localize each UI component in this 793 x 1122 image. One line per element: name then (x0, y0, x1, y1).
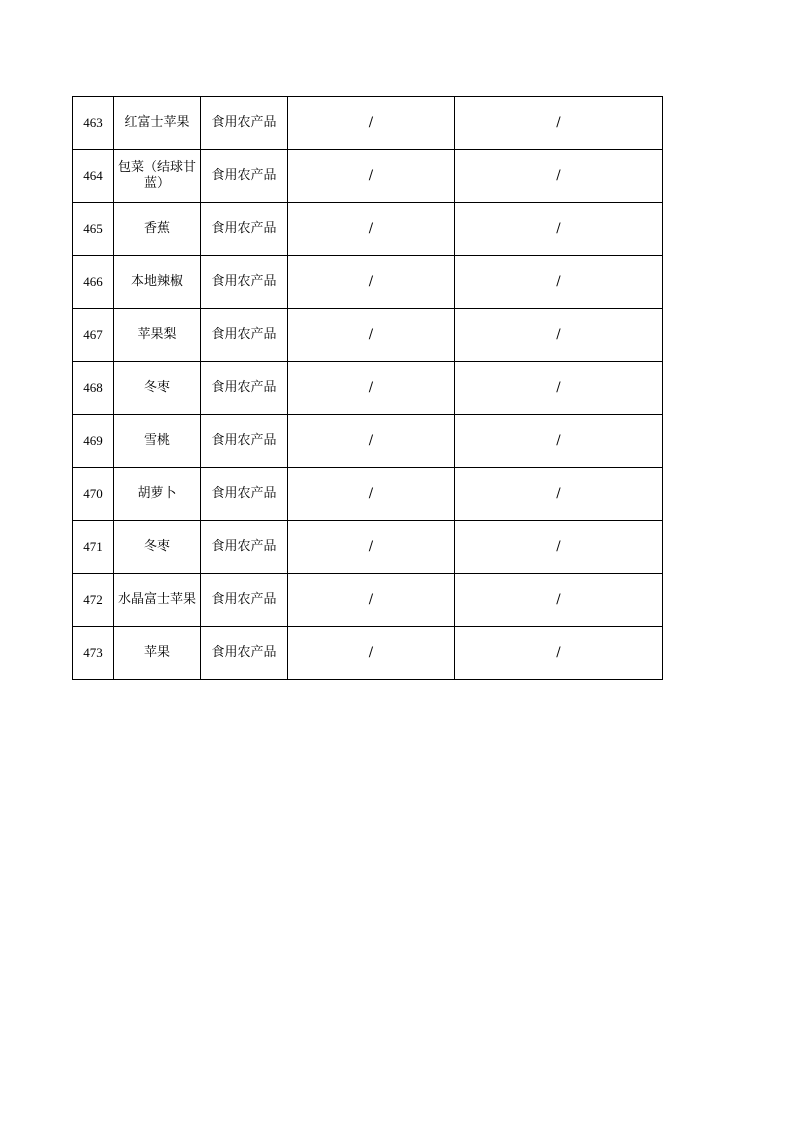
table-row (73, 97, 663, 150)
product-category: 食用农产品 (201, 309, 288, 362)
row-number: 467 (73, 309, 114, 362)
cell-col5: / (455, 468, 663, 521)
table-row (73, 415, 663, 468)
cell-col4: / (288, 627, 455, 680)
cell-col5: / (455, 627, 663, 680)
row-number: 473 (73, 627, 114, 680)
row-number: 469 (73, 415, 114, 468)
cell-col4: / (288, 150, 455, 203)
product-category: 食用农产品 (201, 97, 288, 150)
table-row (73, 309, 663, 362)
table-row (73, 362, 663, 415)
product-name: 雪桃 (114, 415, 201, 468)
row-number: 472 (73, 574, 114, 627)
cell-col4: / (288, 521, 455, 574)
cell-col5: / (455, 97, 663, 150)
cell-col5: / (455, 203, 663, 256)
product-name: 苹果梨 (114, 309, 201, 362)
cell-col5: / (455, 150, 663, 203)
product-name: 水晶富士苹果 (114, 574, 201, 627)
product-category: 食用农产品 (201, 150, 288, 203)
cell-col4: / (288, 97, 455, 150)
product-category: 食用农产品 (201, 574, 288, 627)
product-name: 胡萝卜 (114, 468, 201, 521)
product-category: 食用农产品 (201, 362, 288, 415)
product-name: 苹果 (114, 627, 201, 680)
row-number: 465 (73, 203, 114, 256)
row-number: 466 (73, 256, 114, 309)
product-category: 食用农产品 (201, 627, 288, 680)
cell-col4: / (288, 574, 455, 627)
data-table (72, 96, 663, 680)
product-category: 食用农产品 (201, 468, 288, 521)
row-number: 468 (73, 362, 114, 415)
product-name: 香蕉 (114, 203, 201, 256)
product-category: 食用农产品 (201, 521, 288, 574)
product-category: 食用农产品 (201, 256, 288, 309)
product-name: 冬枣 (114, 521, 201, 574)
table-row (73, 468, 663, 521)
cell-col4: / (288, 256, 455, 309)
row-number: 470 (73, 468, 114, 521)
cell-col4: / (288, 203, 455, 256)
cell-col5: / (455, 415, 663, 468)
cell-col4: / (288, 415, 455, 468)
table-row (73, 574, 663, 627)
table-row (73, 150, 663, 203)
table-row (73, 627, 663, 680)
cell-col5: / (455, 309, 663, 362)
row-number: 471 (73, 521, 114, 574)
product-name: 本地辣椒 (114, 256, 201, 309)
cell-col4: / (288, 468, 455, 521)
row-number: 464 (73, 150, 114, 203)
product-name: 包菜（结球甘蓝） (114, 150, 201, 203)
product-name: 红富士苹果 (114, 97, 201, 150)
cell-col5: / (455, 362, 663, 415)
table-row (73, 256, 663, 309)
cell-col5: / (455, 574, 663, 627)
product-category: 食用农产品 (201, 203, 288, 256)
cell-col5: / (455, 256, 663, 309)
cell-col4: / (288, 309, 455, 362)
cell-col5: / (455, 521, 663, 574)
row-number: 463 (73, 97, 114, 150)
table-row (73, 521, 663, 574)
cell-col4: / (288, 362, 455, 415)
product-category: 食用农产品 (201, 415, 288, 468)
product-name: 冬枣 (114, 362, 201, 415)
table-row (73, 203, 663, 256)
